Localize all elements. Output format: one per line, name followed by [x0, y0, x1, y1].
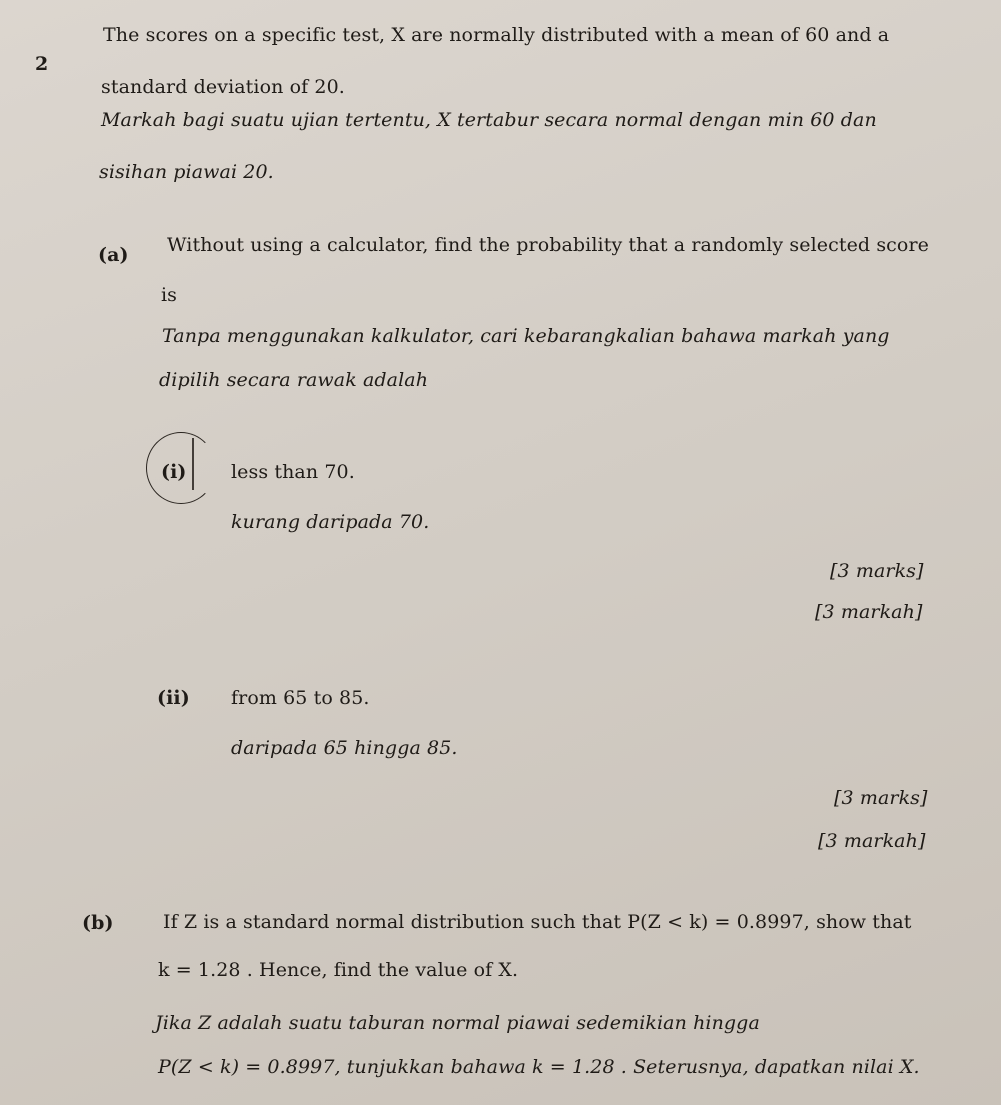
part-b-label: (b)	[82, 912, 114, 934]
question-number: 2	[35, 53, 49, 75]
sub-ii-label: (ii)	[157, 687, 190, 709]
sub-ii-ms: daripada 65 hingga 85.	[231, 737, 458, 759]
hand-drawn-stroke	[192, 438, 194, 490]
sub-i-marks-ms: [3 markah]	[815, 601, 923, 623]
intro-en-line1: The scores on a specific test, X are normally distributed with a mean of 60 and a	[103, 24, 890, 46]
intro-ms-line2: sisihan piawai 20.	[99, 161, 274, 183]
sub-ii-en: from 65 to 85.	[231, 687, 370, 709]
sub-ii-marks-ms: [3 markah]	[818, 830, 926, 852]
part-a-label: (a)	[98, 244, 129, 266]
part-a-en-line1: Without using a calculator, find the probability that a randomly selected score	[167, 234, 929, 256]
sub-i-en: less than 70.	[231, 461, 355, 483]
part-a-en-line2: is	[161, 284, 178, 306]
part-a-ms-line2: dipilih secara rawak adalah	[159, 369, 429, 391]
sub-i-marks-en: [3 marks]	[830, 560, 924, 582]
part-b-en-line1: If Z is a standard normal distribution such that P(Z < k) = 0.8997, show that	[163, 911, 912, 933]
part-b-en-line2: k = 1.28 . Hence, find the value of X.	[158, 959, 519, 981]
intro-en-line2: standard deviation of 20.	[101, 76, 345, 98]
sub-i-ms: kurang daripada 70.	[231, 511, 430, 533]
sub-ii-marks-en: [3 marks]	[834, 787, 928, 809]
sub-i-label: (i)	[161, 461, 187, 483]
intro-ms-line1: Markah bagi suatu ujian tertentu, X tertabur secara normal dengan min 60 dan	[101, 109, 877, 131]
part-a-ms-line1: Tanpa menggunakan kalkulator, cari kebarangkalian bahawa markah yang	[162, 325, 890, 347]
part-b-ms-line1: Jika Z adalah suatu taburan normal piawai sedemikian hingga	[155, 1012, 760, 1034]
part-b-ms-line2: P(Z < k) = 0.8997, tunjukkan bahawa k = 1.28 . Seterusnya, dapatkan nilai X.	[158, 1056, 920, 1078]
